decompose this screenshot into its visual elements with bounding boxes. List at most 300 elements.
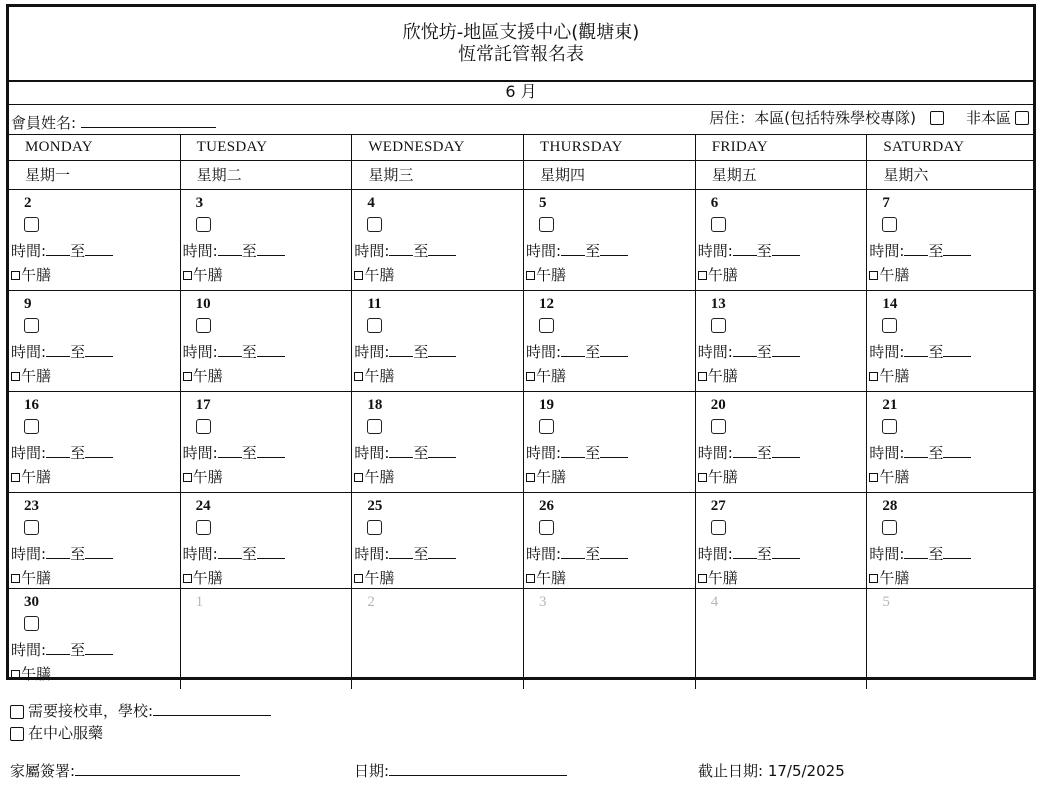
day-select-checkbox[interactable] [24,419,39,434]
time-range-field[interactable] [354,341,456,362]
time-to-label: 至 [413,343,429,361]
time-end-blank[interactable] [257,245,285,256]
residence-local-checkbox[interactable] [930,111,944,125]
time-start-blank[interactable] [218,346,242,357]
time-end-blank[interactable] [85,447,113,458]
time-range-field[interactable] [869,341,971,362]
time-end-blank[interactable] [772,548,800,559]
day-cell [524,589,696,689]
lunch-checkbox[interactable] [183,372,192,381]
time-label: 時間: [869,444,905,462]
lunch-label: 午膳 [364,367,395,385]
day-cell [352,589,524,689]
registration-form [6,4,1036,683]
time-range-field[interactable] [354,543,456,564]
lunch-label: 午膳 [707,468,738,486]
time-range-field[interactable] [183,543,285,564]
deadline-text: 截止日期: 17/5/2025 [698,762,845,780]
day-select-checkbox[interactable] [24,616,39,631]
time-start-blank[interactable] [389,548,413,559]
school-bus-checkbox[interactable] [10,705,24,719]
day-number: 13 [710,296,726,312]
lunch-option[interactable] [526,466,566,487]
time-end-blank[interactable] [257,447,285,458]
lunch-checkbox[interactable] [183,271,192,280]
weekday-zh: 星期一 [9,161,181,189]
time-to-label: 至 [70,641,86,659]
weekday-en: MONDAY [9,134,181,160]
time-range-field[interactable] [11,639,113,660]
lunch-checkbox[interactable] [11,372,20,381]
time-label: 時間: [869,343,905,361]
lunch-label: 午膳 [879,468,910,486]
lunch-checkbox[interactable] [11,473,20,482]
day-number: 10 [195,296,211,312]
time-label: 時間: [697,545,733,563]
time-range-field[interactable] [11,442,113,463]
time-label: 時間: [869,545,905,563]
week-row [9,493,1033,589]
time-to-label: 至 [70,545,86,563]
day-number: 26 [539,498,555,514]
day-number: 12 [539,296,555,312]
time-start-blank[interactable] [561,346,585,357]
time-start-blank[interactable] [46,346,70,357]
day-select-checkbox[interactable] [196,217,211,232]
lunch-option[interactable] [698,264,738,285]
form-name: 恆常託管報名表 [458,44,584,65]
day-select-checkbox[interactable] [539,520,554,535]
lunch-label: 午膳 [192,367,223,385]
time-to-label: 至 [928,545,944,563]
day-cell [352,493,524,588]
day-number: 17 [195,397,211,413]
day-select-checkbox[interactable] [196,318,211,333]
time-start-blank[interactable] [904,447,928,458]
day-cell [352,291,524,391]
time-start-blank[interactable] [904,245,928,256]
day-cell [696,493,868,588]
lunch-checkbox[interactable] [354,271,363,280]
day-number: 14 [882,296,898,312]
weekday-en: WEDNESDAY [352,134,524,160]
day-number: 25 [367,498,383,514]
lunch-option[interactable] [11,365,51,386]
medication-checkbox[interactable] [10,727,24,741]
day-cell [867,493,1033,588]
lunch-option[interactable] [869,264,909,285]
lunch-label: 午膳 [21,468,52,486]
parent-signature-label: 家屬簽署: [10,762,76,780]
time-label: 時間: [11,545,47,563]
day-select-checkbox[interactable] [882,318,897,333]
day-select-checkbox[interactable] [711,318,726,333]
time-end-blank[interactable] [85,346,113,357]
day-select-checkbox[interactable] [882,217,897,232]
lunch-checkbox[interactable] [183,574,192,583]
time-end-blank[interactable] [428,548,456,559]
time-start-blank[interactable] [389,447,413,458]
lunch-checkbox[interactable] [698,271,707,280]
time-end-blank[interactable] [600,447,628,458]
day-cell [524,190,696,290]
day-number: 27 [710,498,726,514]
week-row [9,589,1033,689]
weekday-en: SATURDAY [883,139,965,155]
time-start-blank[interactable] [218,447,242,458]
day-cell [696,291,868,391]
lunch-checkbox[interactable] [11,271,20,280]
lunch-checkbox[interactable] [869,372,878,381]
lunch-checkbox[interactable] [11,574,20,583]
day-select-checkbox[interactable] [711,419,726,434]
time-label: 時間: [697,242,733,260]
medication-label: 在中心服藥 [28,724,104,742]
day-number: 24 [195,498,211,514]
weekday-zh: 星期二 [181,161,353,189]
time-end-blank[interactable] [428,245,456,256]
center-name: 欣悅坊-地區支援中心(觀塘東) [402,22,640,43]
day-select-checkbox[interactable] [711,217,726,232]
weekday-en: FRIDAY [696,134,868,160]
time-start-blank[interactable] [904,548,928,559]
day-number: 9 [24,296,32,312]
lunch-checkbox[interactable] [869,473,878,482]
day-number: 16 [24,397,39,413]
time-start-blank[interactable] [46,548,70,559]
time-range-field[interactable] [698,341,800,362]
day-number: 3 [539,594,547,610]
time-range-field[interactable] [183,341,285,362]
day-select-checkbox[interactable] [539,419,554,434]
time-label: 時間: [11,343,47,361]
medication-option[interactable] [10,722,103,743]
lunch-checkbox[interactable] [526,473,535,482]
day-select-checkbox[interactable] [367,419,382,434]
time-range-field[interactable] [526,341,628,362]
time-start-blank[interactable] [46,447,70,458]
lunch-label: 午膳 [21,665,52,683]
residence-options [709,107,1029,128]
lunch-option[interactable] [698,466,738,487]
time-to-label: 至 [585,343,601,361]
time-to-label: 至 [70,343,86,361]
lunch-checkbox[interactable] [698,574,707,583]
time-end-blank[interactable] [257,548,285,559]
lunch-label: 午膳 [192,266,223,284]
time-end-blank[interactable] [943,245,971,256]
day-select-checkbox[interactable] [196,520,211,535]
day-select-checkbox[interactable] [24,318,39,333]
lunch-option[interactable] [354,466,394,487]
time-label: 時間: [526,444,562,462]
time-to-label: 至 [928,444,944,462]
weekday-zh: 星期三 [352,161,524,189]
lunch-checkbox[interactable] [354,372,363,381]
time-end-blank[interactable] [772,346,800,357]
time-range-field[interactable] [11,543,113,564]
lunch-checkbox[interactable] [526,574,535,583]
day-number: 20 [710,397,726,413]
lunch-checkbox[interactable] [183,473,192,482]
time-end-blank[interactable] [428,447,456,458]
lunch-option[interactable] [183,365,223,386]
time-start-blank[interactable] [733,346,757,357]
time-start-blank[interactable] [389,245,413,256]
weekday-zh: 星期六 [883,166,929,184]
lunch-option[interactable] [698,567,738,588]
parent-signature-line[interactable] [75,763,240,776]
time-start-blank[interactable] [218,548,242,559]
time-range-field[interactable] [354,240,456,261]
time-end-blank[interactable] [772,245,800,256]
lunch-checkbox[interactable] [354,473,363,482]
time-to-label: 至 [756,343,772,361]
day-select-checkbox[interactable] [711,520,726,535]
school-name-line[interactable] [153,703,271,716]
lunch-option[interactable] [526,365,566,386]
lunch-option[interactable] [11,466,51,487]
time-end-blank[interactable] [600,346,628,357]
day-cell [181,589,353,689]
lunch-option[interactable] [869,567,909,588]
lunch-option[interactable] [354,365,394,386]
school-bus-label: 需要接校車，學校: [28,702,154,720]
lunch-label: 午膳 [536,367,567,385]
day-cell [696,589,868,689]
lunch-option[interactable] [183,264,223,285]
time-range-field[interactable] [183,240,285,261]
time-start-blank[interactable] [733,548,757,559]
time-to-label: 至 [413,545,429,563]
day-number: 19 [539,397,555,413]
time-end-blank[interactable] [85,548,113,559]
lunch-label: 午膳 [192,468,223,486]
lunch-label: 午膳 [364,569,395,587]
member-info-row [9,104,1033,135]
time-start-blank[interactable] [46,245,70,256]
lunch-option[interactable] [869,466,909,487]
lunch-label: 午膳 [364,266,395,284]
time-to-label: 至 [585,545,601,563]
time-label: 時間: [697,444,733,462]
day-select-checkbox[interactable] [24,217,39,232]
lunch-option[interactable] [11,567,51,588]
time-start-blank[interactable] [561,447,585,458]
time-range-field[interactable] [183,442,285,463]
day-number: 30 [24,594,39,610]
day-cell [181,190,353,290]
time-end-blank[interactable] [85,644,113,655]
time-to-label: 至 [585,444,601,462]
weekday-en: THURSDAY [524,134,696,160]
lunch-label: 午膳 [707,266,738,284]
weekday-en: TUESDAY [181,134,353,160]
time-label: 時間: [11,444,47,462]
day-cell [9,291,181,391]
day-select-checkbox[interactable] [24,520,39,535]
time-start-blank[interactable] [733,447,757,458]
time-range-field[interactable] [526,543,628,564]
day-cell [524,291,696,391]
time-range-field[interactable] [698,442,800,463]
lunch-label: 午膳 [192,569,223,587]
time-to-label: 至 [928,343,944,361]
day-number: 1 [195,594,204,610]
day-number: 6 [710,195,719,211]
time-start-blank[interactable] [561,548,585,559]
time-range-field[interactable] [698,543,800,564]
day-cell [867,589,1033,689]
day-number: 11 [367,296,382,312]
time-label: 時間: [526,242,562,260]
member-name-field[interactable] [11,112,216,133]
day-number: 4 [367,195,375,211]
time-range-field[interactable] [869,543,971,564]
lunch-option[interactable] [183,466,223,487]
day-select-checkbox[interactable] [539,217,554,232]
lunch-label: 午膳 [364,468,395,486]
day-select-checkbox[interactable] [367,217,382,232]
date-line[interactable] [389,763,567,776]
time-start-blank[interactable] [46,644,70,655]
day-select-checkbox[interactable] [367,318,382,333]
day-cell [352,190,524,290]
lunch-checkbox[interactable] [869,574,878,583]
time-end-blank[interactable] [600,245,628,256]
day-cell [524,493,696,588]
time-to-label: 至 [70,444,86,462]
time-range-field[interactable] [11,341,113,362]
form-title [9,7,1033,82]
time-range-field[interactable] [11,240,113,261]
day-select-checkbox[interactable] [196,419,211,434]
day-select-checkbox[interactable] [367,520,382,535]
time-label: 時間: [354,242,390,260]
day-cell [352,392,524,492]
day-cell [696,392,868,492]
lunch-option[interactable] [526,264,566,285]
time-label: 時間: [11,242,47,260]
time-to-label: 至 [241,242,257,260]
time-start-blank[interactable] [561,245,585,256]
lunch-option[interactable] [354,567,394,588]
day-cell [9,589,181,689]
time-to-label: 至 [756,242,772,260]
parent-signature-field[interactable] [10,760,240,781]
residence-nonlocal-label: 非本區 [965,109,1011,127]
date-label: 日期: [354,762,390,780]
day-select-checkbox[interactable] [539,318,554,333]
time-start-blank[interactable] [904,346,928,357]
time-end-blank[interactable] [943,346,971,357]
time-end-blank[interactable] [943,447,971,458]
day-cell [181,493,353,588]
time-range-field[interactable] [354,442,456,463]
lunch-checkbox[interactable] [526,271,535,280]
weekday-zh: 星期五 [696,161,868,189]
date-field[interactable] [354,760,567,781]
lunch-option[interactable] [869,365,909,386]
lunch-option[interactable] [183,567,223,588]
time-end-blank[interactable] [600,548,628,559]
lunch-option[interactable] [11,663,51,684]
lunch-label: 午膳 [707,367,738,385]
calendar-grid [9,134,1033,689]
time-range-field[interactable] [526,442,628,463]
time-end-blank[interactable] [772,447,800,458]
week-row [9,190,1033,291]
lunch-label: 午膳 [536,569,567,587]
day-number: 4 [710,594,719,610]
lunch-option[interactable] [11,264,51,285]
time-label: 時間: [354,545,390,563]
time-start-blank[interactable] [389,346,413,357]
lunch-label: 午膳 [536,468,567,486]
time-to-label: 至 [756,545,772,563]
lunch-label: 午膳 [21,569,52,587]
time-label: 時間: [526,545,562,563]
weekday-header-en [9,134,1033,161]
school-bus-option[interactable] [10,700,271,721]
member-name-line[interactable] [81,115,216,128]
time-label: 時間: [697,343,733,361]
day-number: 18 [367,397,383,413]
time-range-field[interactable] [526,240,628,261]
time-end-blank[interactable] [943,548,971,559]
day-cell [696,190,868,290]
time-label: 時間: [11,641,47,659]
lunch-option[interactable] [698,365,738,386]
lunch-option[interactable] [526,567,566,588]
time-range-field[interactable] [698,240,800,261]
lunch-checkbox[interactable] [698,473,707,482]
day-cell [867,190,1033,290]
lunch-option[interactable] [354,264,394,285]
lunch-checkbox[interactable] [869,271,878,280]
day-cell [9,190,181,290]
day-number: 2 [24,195,32,211]
time-to-label: 至 [70,242,86,260]
week-row [9,291,1033,392]
day-number: 2 [367,594,375,610]
residence-nonlocal-checkbox[interactable] [1015,111,1029,125]
residence-local-label: 居住：本區(包括特殊學校專隊) [709,109,916,127]
time-end-blank[interactable] [428,346,456,357]
time-end-blank[interactable] [85,245,113,256]
lunch-label: 午膳 [879,367,910,385]
lunch-checkbox[interactable] [354,574,363,583]
lunch-checkbox[interactable] [698,372,707,381]
lunch-label: 午膳 [536,266,567,284]
time-start-blank[interactable] [733,245,757,256]
day-select-checkbox[interactable] [882,419,897,434]
time-end-blank[interactable] [257,346,285,357]
time-to-label: 至 [413,444,429,462]
lunch-checkbox[interactable] [526,372,535,381]
time-range-field[interactable] [869,240,971,261]
time-range-field[interactable] [869,442,971,463]
day-number: 3 [195,195,204,211]
lunch-label: 午膳 [21,367,52,385]
day-select-checkbox[interactable] [882,520,897,535]
time-label: 時間: [182,444,218,462]
lunch-checkbox[interactable] [11,670,20,679]
day-cell [9,392,181,492]
time-start-blank[interactable] [218,245,242,256]
time-label: 時間: [182,545,218,563]
time-label: 時間: [354,444,390,462]
